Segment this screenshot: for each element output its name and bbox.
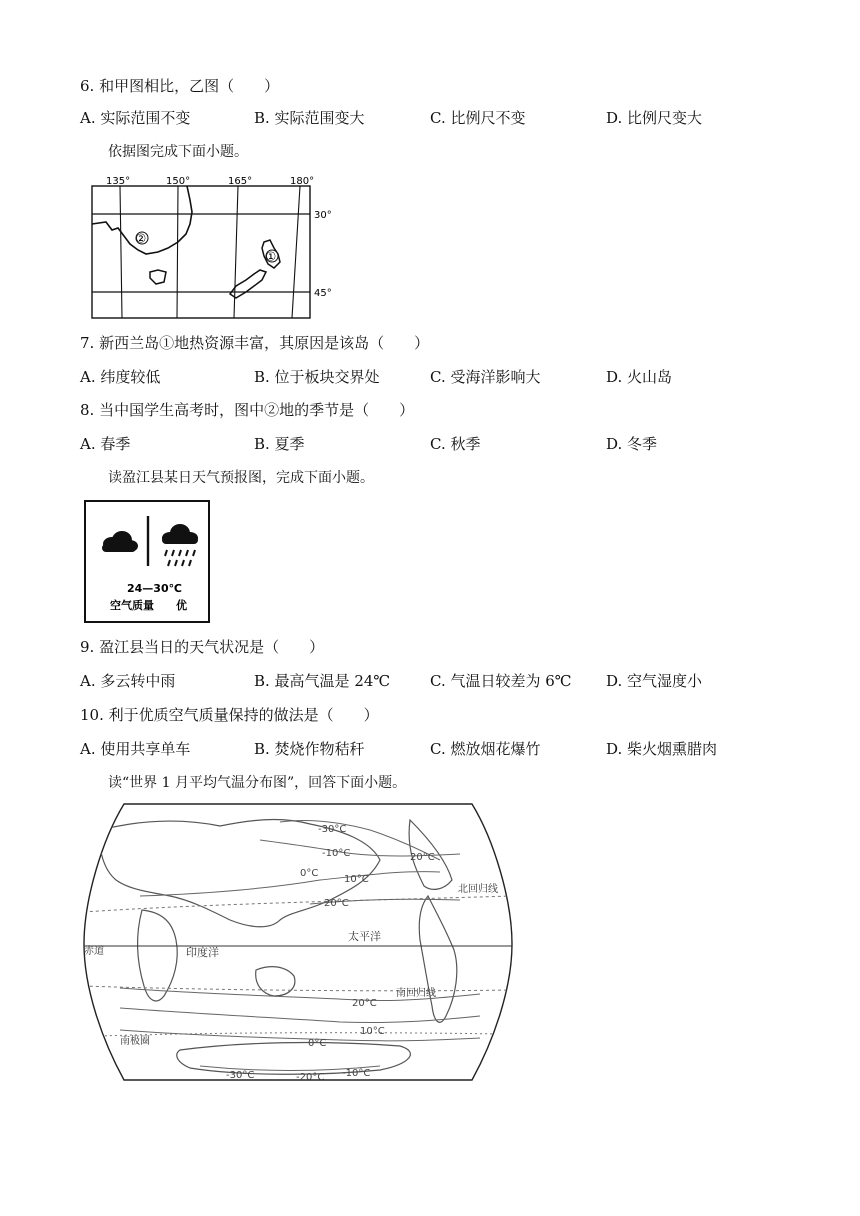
q6-option-a: A. 实际范围不变	[80, 109, 191, 127]
isotherm-10-top: 10°C	[344, 874, 369, 885]
q7-option-d: D. 火山岛	[606, 368, 673, 386]
lon-label-150: 150°	[166, 176, 191, 187]
label-indian-ocean: 印度洋	[186, 946, 219, 959]
isotherm-20-south: 20°C	[352, 998, 377, 1009]
isotherm-m10-top: -10°C	[322, 848, 351, 859]
q9-option-d: D. 空气湿度小	[606, 672, 703, 690]
world-january-temperature-map	[80, 800, 516, 1084]
lat-label-30: 30°	[314, 210, 332, 221]
q8-option-d: D. 冬季	[606, 435, 658, 453]
marker-1-label: ①	[265, 249, 277, 264]
q9-option-b: B. 最高气温是 24℃	[254, 672, 391, 690]
isotherm-m20-bottom: -20°C	[296, 1072, 325, 1083]
q8-option-a: A. 春季	[80, 435, 131, 453]
q7-stem: 7. 新西兰岛①地热资源丰富，其原因是该岛（ ）	[80, 334, 430, 352]
weather-temp: 24—30℃	[127, 582, 182, 595]
isotherm-20-left: 20°C	[324, 898, 349, 909]
weather-forecast-box	[84, 500, 212, 624]
isotherm-m10-bottom: -10°C	[342, 1068, 371, 1079]
q8-stem: 8. 当中国学生高考时，图中②地的季节是（ ）	[80, 401, 415, 419]
isotherm-20-right: 20°C	[410, 852, 435, 863]
intro-weather: 读盈江县某日天气预报图，完成下面小题。	[108, 470, 374, 486]
q6-option-b: B. 实际范围变大	[254, 109, 365, 127]
lon-label-180: 180°	[290, 176, 315, 187]
label-tropic-north: 北回归线	[458, 884, 498, 895]
q10-option-a: A. 使用共享单车	[80, 740, 191, 758]
q10-option-d: D. 柴火烟熏腊肉	[606, 740, 718, 758]
air-quality-value: 优	[176, 599, 187, 612]
lat-label-45: 45°	[314, 288, 332, 299]
label-tropic-south: 南回归线	[396, 988, 436, 999]
q9-option-c: C. 气温日较差为 6℃	[430, 672, 572, 690]
isotherm-10-south: 10°C	[360, 1026, 385, 1037]
lon-label-165: 165°	[228, 176, 253, 187]
label-pacific-ocean: 太平洋	[348, 930, 381, 943]
q7-option-b: B. 位于板块交界处	[254, 368, 380, 386]
q10-option-b: B. 焚烧作物秸秆	[254, 740, 365, 758]
isotherm-0-south: 0°C	[308, 1038, 327, 1049]
lon-label-135: 135°	[106, 176, 131, 187]
q8-option-b: B. 夏季	[254, 435, 305, 453]
marker-2-label: ②	[135, 231, 147, 246]
q10-stem: 10. 利于优质空气质量保持的做法是（ ）	[80, 706, 379, 724]
air-quality-label: 空气质量	[110, 599, 154, 612]
isotherm-0-top: 0°C	[300, 868, 319, 879]
label-equator: 赤道	[84, 946, 104, 957]
q10-option-c: C. 燃放烟花爆竹	[430, 740, 541, 758]
isotherm-m30-top: -30°C	[318, 824, 347, 835]
q9-stem: 9. 盈江县当日的天气状况是（ ）	[80, 638, 325, 656]
intro-map1: 依据图完成下面小题。	[108, 144, 248, 160]
q6-option-d: D. 比例尺变大	[606, 109, 703, 127]
q8-option-c: C. 秋季	[430, 435, 481, 453]
q7-option-a: A. 纬度较低	[80, 368, 161, 386]
intro-worldmap: 读“世界 1 月平均气温分布图”，回答下面小题。	[108, 775, 407, 791]
q6-stem: 6. 和甲图相比，乙图（ ）	[80, 77, 280, 95]
australia-nz-map	[86, 172, 338, 322]
isotherm-m30-bottom: -30°C	[226, 1070, 255, 1081]
q9-option-a: A. 多云转中雨	[80, 672, 176, 690]
q7-option-c: C. 受海洋影响大	[430, 368, 541, 386]
q6-option-c: C. 比例尺不变	[430, 109, 526, 127]
label-antarctic-circle: 南极圈	[120, 1036, 150, 1047]
